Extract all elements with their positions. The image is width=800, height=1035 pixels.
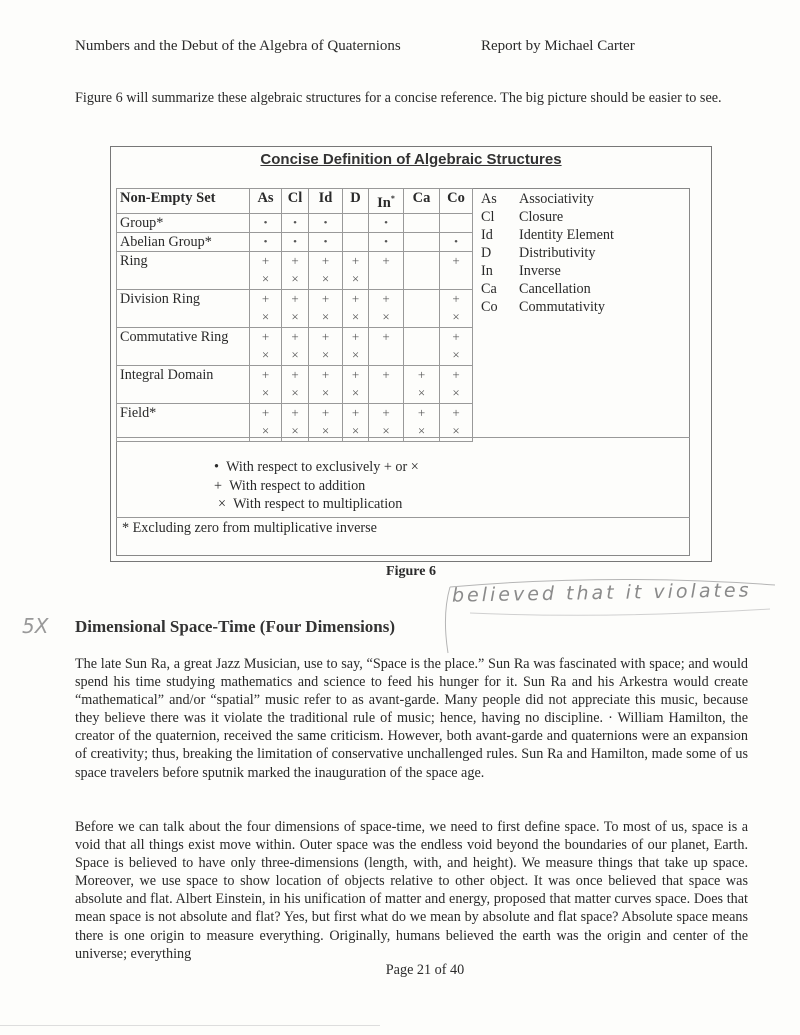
property-cell: [404, 213, 440, 232]
body-paragraph: The late Sun Ra, a great Jazz Musician, use to say, “Space is the place.” Sun Ra was fascinated with space; and would spend his time studying mathematics and science to feed his hunger for it. Sun Ra and his Arkestra would create “mathematical” and/or “spatial” music refer to as avant-garde. Many people did not appreciate this music, because they believe there was it violate the traditional rule of music; hence, having no discipline. · William Hamilton, the creator of the quaternion, received the same criticism. However, both avant-garde and quaternions were an expansion of creativity; thus, breaking the limitation of conservative unchallenged rules. Sun Ra and Hamilton, made some of us space travelers before sputnik marked the inauguration of the space age.: [75, 656, 748, 781]
property-cell: [250, 232, 282, 251]
property-cell: [440, 213, 473, 232]
table-body: [117, 213, 473, 441]
intro-paragraph: Figure 6 will summarize these algebraic structures for a concise reference. The big picture should be easier to see.: [75, 90, 722, 106]
property-cell: [282, 365, 309, 403]
times-mark: ×: [291, 270, 299, 286]
times-mark: ×: [261, 270, 270, 286]
plus-mark: +: [351, 328, 360, 344]
times-mark: ×: [321, 422, 330, 438]
plus-mark: +: [351, 252, 360, 268]
plus-mark: +: [452, 290, 460, 306]
plus-mark: +: [321, 404, 330, 420]
times-mark: ×: [261, 308, 270, 324]
plus-mark: +: [321, 366, 330, 382]
property-cell: [282, 251, 309, 289]
key-item: [214, 477, 419, 496]
times-mark: ×: [321, 270, 330, 286]
legend-meaning: Closure: [519, 209, 564, 225]
page-number: Page 21 of 40: [385, 962, 465, 978]
property-cell: [369, 365, 404, 403]
legend-meaning: Associativity: [519, 191, 594, 207]
bullet-mark: •: [323, 216, 328, 229]
key-symbol: +: [214, 477, 223, 494]
legend-item: [481, 244, 614, 262]
bullet-mark: •: [384, 235, 388, 248]
times-mark: ×: [351, 346, 360, 362]
property-cell: [369, 327, 404, 365]
property-cell: [309, 403, 343, 441]
figure-divider: [116, 517, 690, 518]
property-cell: [282, 213, 309, 232]
property-cell: [250, 327, 282, 365]
times-mark: ×: [452, 384, 460, 400]
plus-mark: +: [261, 328, 270, 344]
property-cell: [440, 289, 473, 327]
legend-item: [481, 280, 614, 298]
plus-mark: +: [291, 252, 299, 268]
times-mark: ×: [321, 346, 330, 362]
bullet-mark: •: [263, 235, 268, 248]
plus-mark: +: [452, 252, 460, 268]
times-mark: ×: [321, 384, 330, 400]
property-cell: [343, 327, 369, 365]
property-cell: [309, 213, 343, 232]
plus-mark: +: [382, 290, 390, 306]
scan-edge: [0, 1025, 380, 1026]
legend-abbr: Ca: [481, 281, 497, 297]
property-cell: [282, 232, 309, 251]
legend-meaning: Identity Element: [519, 227, 614, 243]
times-mark: ×: [452, 346, 460, 362]
table-row: [117, 327, 473, 365]
table-row: [117, 251, 473, 289]
structure-name: Commutative Ring: [117, 327, 250, 365]
column-header: Non-Empty Set: [117, 189, 250, 214]
bullet-mark: •: [454, 235, 458, 248]
property-cell: [309, 232, 343, 251]
plus-mark: +: [452, 328, 460, 344]
property-cell: [309, 251, 343, 289]
times-mark: ×: [351, 270, 360, 286]
property-cell: [282, 403, 309, 441]
legend-item: [481, 298, 614, 316]
plus-mark: +: [291, 404, 299, 420]
property-cell: [404, 365, 440, 403]
times-mark: ×: [261, 346, 270, 362]
column-header: Cl: [282, 189, 309, 214]
property-cell: [404, 403, 440, 441]
legend-meaning: Inverse: [519, 263, 561, 279]
legend-abbr: Id: [481, 227, 493, 243]
section-heading: Dimensional Space-Time (Four Dimensions): [75, 617, 396, 636]
times-mark: ×: [261, 422, 270, 438]
plus-mark: +: [452, 404, 460, 420]
property-cell: [369, 289, 404, 327]
table-row: [117, 289, 473, 327]
property-cell: [440, 327, 473, 365]
plus-mark: +: [291, 366, 299, 382]
plus-mark: +: [382, 404, 390, 420]
legend-meaning: Distributivity: [519, 245, 596, 261]
plus-mark: +: [261, 366, 270, 382]
legend-item: [481, 226, 614, 244]
times-mark: ×: [261, 384, 270, 400]
column-header: D: [343, 189, 369, 214]
plus-mark: +: [321, 290, 330, 306]
plus-mark: +: [321, 328, 330, 344]
running-header-author: Report by Michael Carter: [481, 38, 635, 54]
bullet-mark: •: [263, 216, 268, 229]
structure-name: Ring: [117, 251, 250, 289]
structure-name: Field*: [117, 403, 250, 441]
plus-mark: +: [261, 252, 270, 268]
structure-name: Group*: [117, 213, 250, 232]
table-row: [117, 365, 473, 403]
times-mark: ×: [291, 422, 299, 438]
property-cell: [369, 232, 404, 251]
times-mark: ×: [382, 422, 390, 438]
property-cell: [440, 232, 473, 251]
legend-abbr: Co: [481, 299, 498, 315]
property-cell: [343, 251, 369, 289]
plus-mark: +: [291, 290, 299, 306]
property-cell: [250, 403, 282, 441]
property-cell: [250, 365, 282, 403]
legend-abbr: Cl: [481, 209, 495, 225]
structure-name: Division Ring: [117, 289, 250, 327]
times-mark: ×: [382, 308, 390, 324]
plus-mark: +: [382, 328, 390, 344]
plus-mark: +: [417, 366, 426, 382]
structure-name: Integral Domain: [117, 365, 250, 403]
property-cell: [309, 289, 343, 327]
property-cell: [343, 289, 369, 327]
key-text: With respect to addition: [229, 477, 366, 494]
property-cell: [250, 213, 282, 232]
legend-item: [481, 190, 614, 208]
plus-mark: +: [382, 366, 390, 382]
key-symbol: •: [214, 459, 219, 475]
margin-mark: 5X: [22, 614, 49, 638]
times-mark: ×: [452, 422, 460, 438]
algebraic-structures-table: [116, 188, 473, 442]
column-header: Ca: [404, 189, 440, 214]
property-cell: [440, 251, 473, 289]
times-mark: ×: [291, 384, 299, 400]
property-cell: [309, 365, 343, 403]
plus-mark: +: [321, 252, 330, 268]
legend-abbr: As: [481, 191, 497, 207]
plus-mark: +: [351, 366, 360, 382]
table-row: [117, 213, 473, 232]
property-cell: [343, 232, 369, 251]
running-header-title: Numbers and the Debut of the Algebra of Quaternions: [75, 38, 401, 54]
property-cell: [282, 327, 309, 365]
property-cell: [369, 403, 404, 441]
key-text: With respect to multiplication: [233, 496, 403, 512]
bullet-mark: •: [384, 216, 388, 229]
table-header-row: [117, 189, 473, 214]
figure-title: Concise Definition of Algebraic Structures: [260, 151, 562, 168]
bullet-mark: •: [293, 235, 297, 248]
property-cell: [309, 327, 343, 365]
legend-abbr: D: [481, 245, 492, 261]
figure-caption: Figure 6: [386, 564, 436, 579]
plus-mark: +: [452, 366, 460, 382]
key-item: [214, 458, 419, 477]
plus-mark: +: [261, 290, 270, 306]
figure-footnote: * Excluding zero from multiplicative inverse: [122, 520, 377, 536]
plus-mark: +: [382, 252, 390, 268]
times-mark: ×: [291, 308, 299, 324]
times-mark: ×: [351, 384, 360, 400]
times-mark: ×: [291, 346, 299, 362]
legend-item: [481, 208, 614, 226]
legend-item: [481, 262, 614, 280]
property-cell: [282, 289, 309, 327]
key-symbol: ×: [218, 496, 227, 512]
legend-meaning: Commutativity: [519, 299, 605, 315]
property-cell: [404, 289, 440, 327]
key-text: With respect to exclusively + or ×: [226, 459, 419, 475]
property-cell: [369, 251, 404, 289]
plus-mark: +: [261, 404, 270, 420]
column-header: Co: [440, 189, 473, 214]
column-header: Id: [309, 189, 343, 214]
body-paragraph: Before we can talk about the four dimensions of space-time, we need to first define space. To most of us, space is a void that all things exist move within. Outer space was the endless void beyond the boundaries of our planet, Earth. Space is believed to have only three-dimensions (length, with, and height). We measure things that take up space. Moreover, we use space to show location of objects relative to other object. It was once believed that space was absolute and flat. Albert Einstein, in his unification of matter and energy, proposed that matter curves space. Does that mean space is not absolute and flat? Yes, but first what do we mean by absolute and flat space? Absolute space means there is one origin to measure everything. Originally, humans believed the earth was the origin and center of the universe; everything: [75, 819, 748, 962]
plus-mark: +: [417, 404, 426, 420]
times-mark: ×: [417, 384, 426, 400]
property-cell: [404, 327, 440, 365]
property-cell: [404, 232, 440, 251]
times-mark: ×: [321, 308, 330, 324]
property-cell: [369, 213, 404, 232]
column-header: In*: [369, 189, 404, 214]
times-mark: ×: [351, 422, 360, 438]
property-cell: [440, 403, 473, 441]
property-cell: [343, 365, 369, 403]
table-row: [117, 403, 473, 441]
property-cell: [250, 289, 282, 327]
property-cell: [440, 365, 473, 403]
plus-mark: +: [291, 328, 299, 344]
plus-mark: +: [351, 290, 360, 306]
column-header: As: [250, 189, 282, 214]
times-mark: ×: [452, 308, 460, 324]
symbol-key: [214, 458, 419, 514]
property-cell: [343, 213, 369, 232]
property-cell: [343, 403, 369, 441]
plus-mark: +: [351, 404, 360, 420]
property-cell: [250, 251, 282, 289]
key-item: [214, 495, 419, 514]
times-mark: ×: [351, 308, 360, 324]
legend-meaning: Cancellation: [519, 281, 591, 297]
handwritten-note: believed that it violates: [451, 579, 752, 607]
bullet-mark: •: [293, 216, 297, 229]
legend-abbr: In: [481, 263, 493, 279]
table-row: [117, 232, 473, 251]
bullet-mark: •: [323, 235, 328, 248]
abbreviation-legend: [481, 190, 614, 316]
structure-name: Abelian Group*: [117, 232, 250, 251]
property-cell: [404, 251, 440, 289]
times-mark: ×: [417, 422, 426, 438]
